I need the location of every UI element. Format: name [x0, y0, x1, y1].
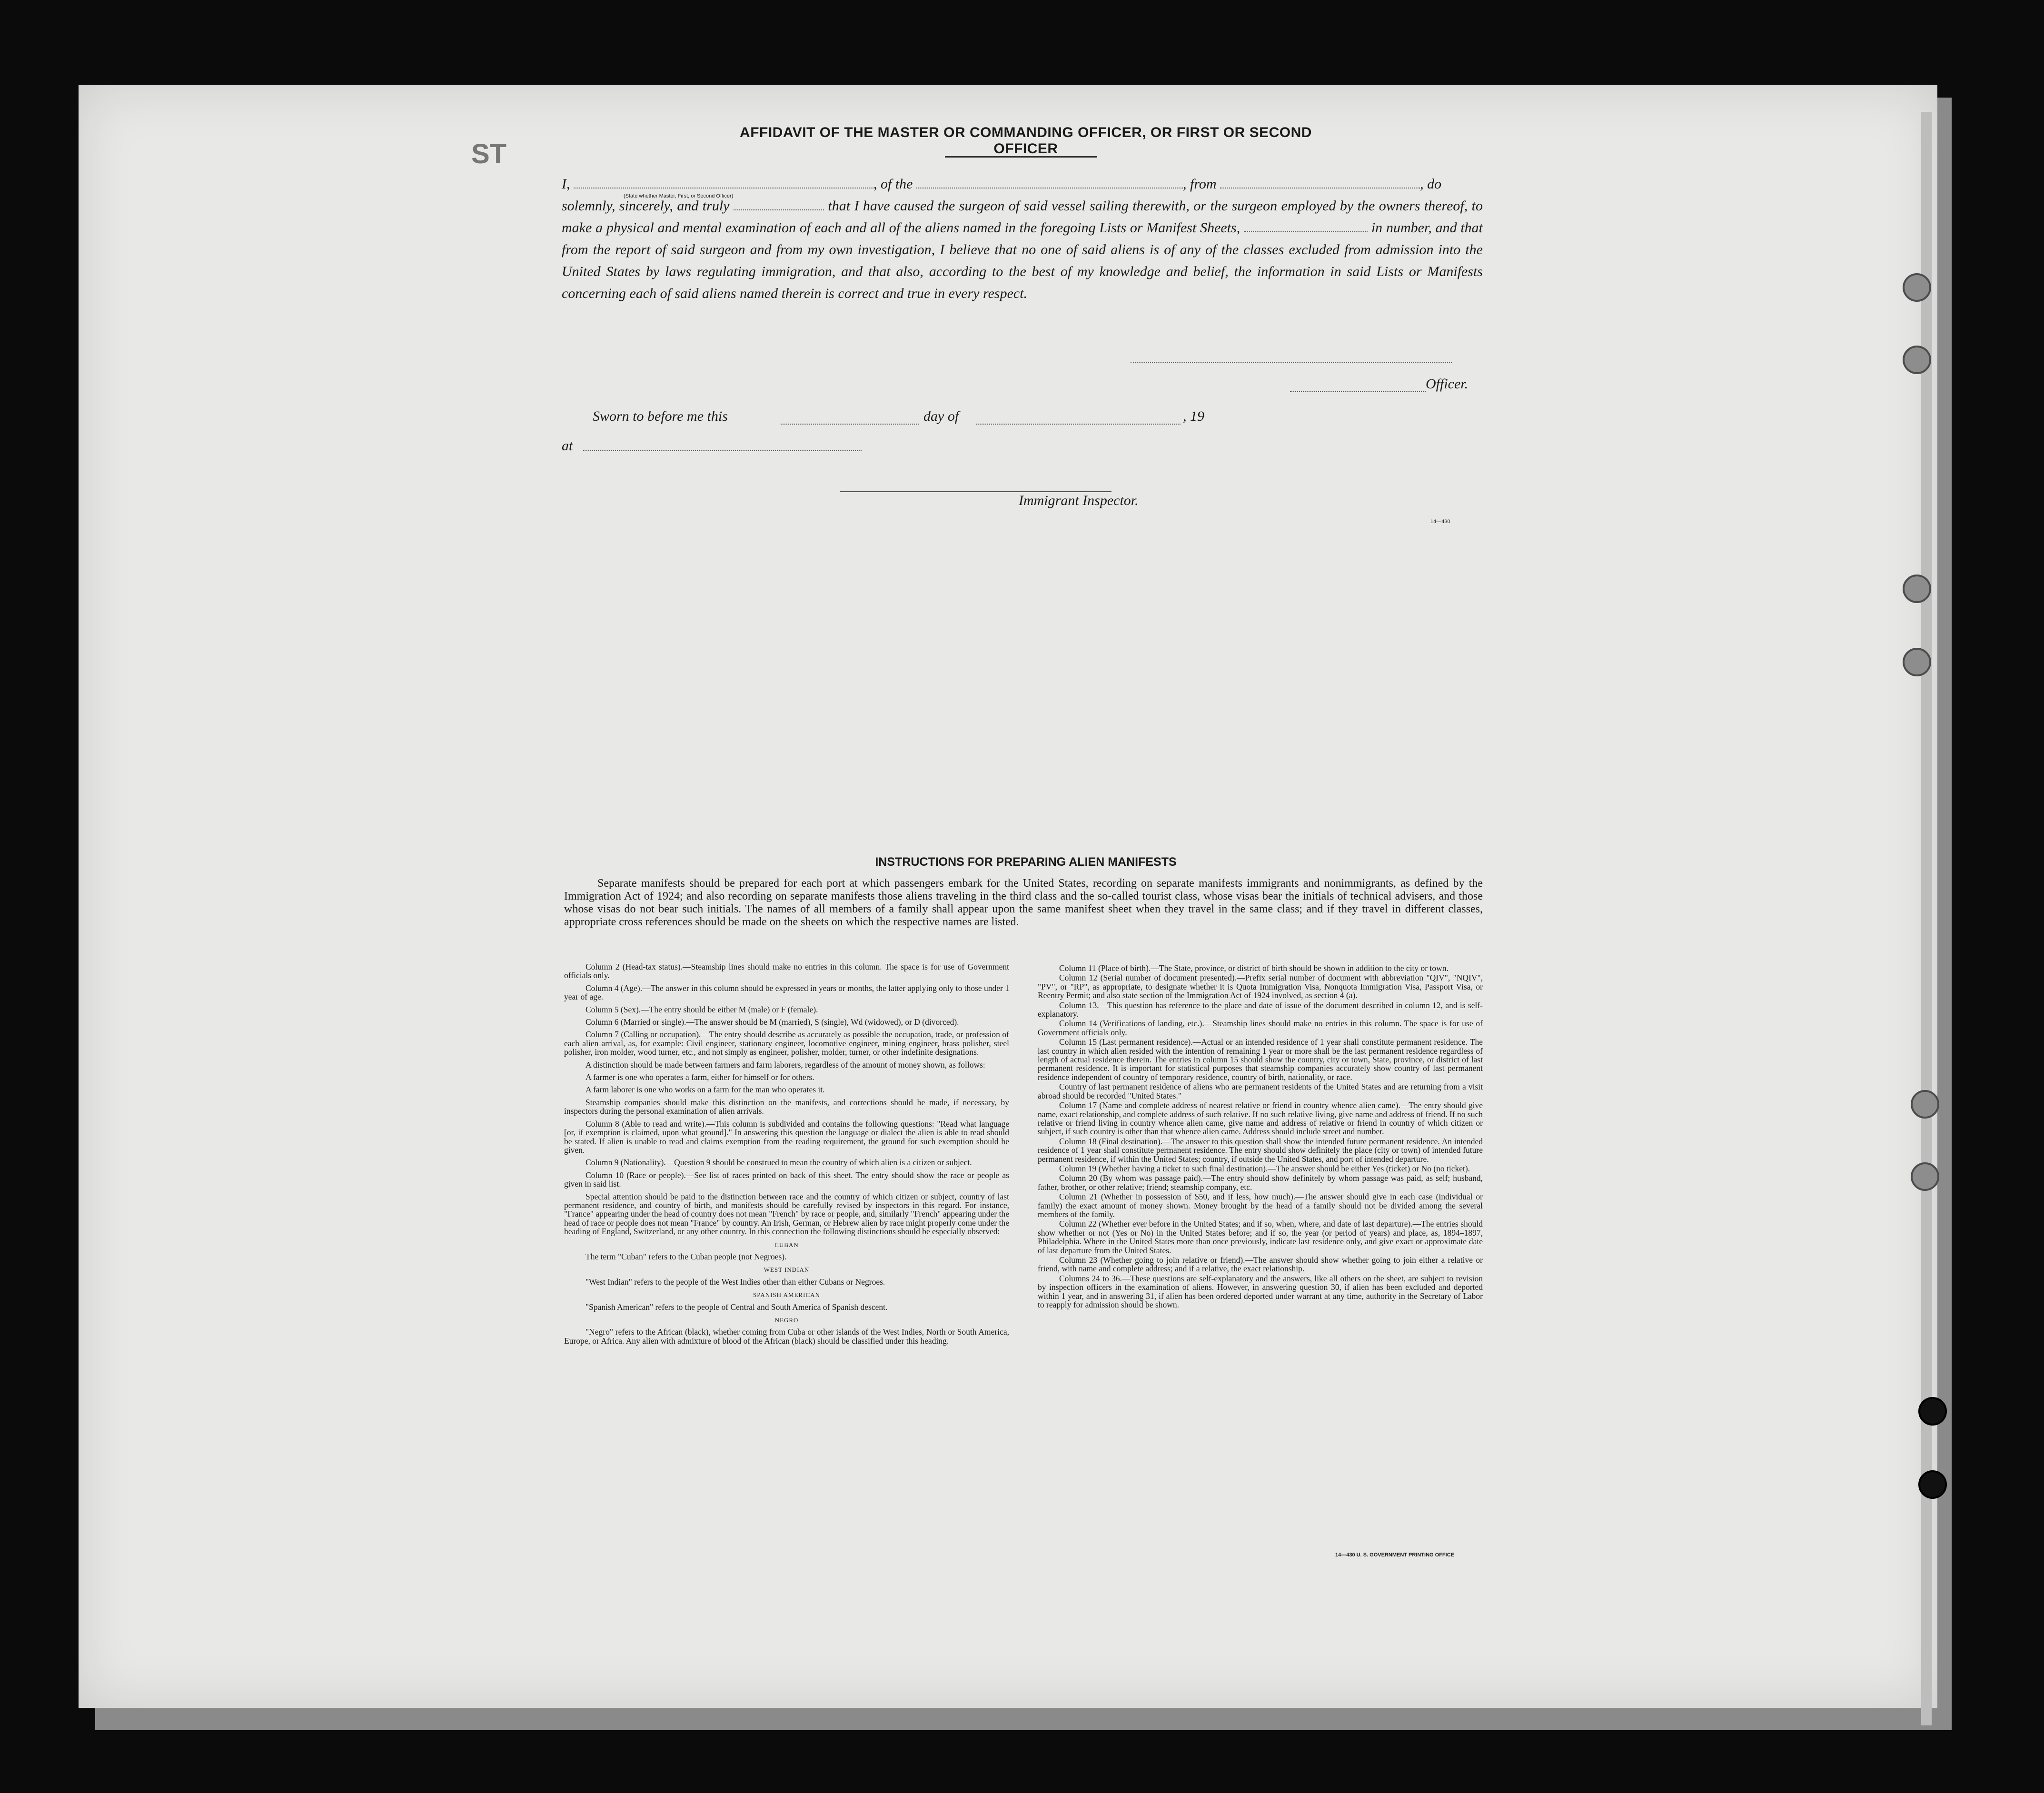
instruction-paragraph: Column 21 (Whether in possession of $50, and if less, how much).—The answer should give in each case (individual or family) the exact amount of money shown. Money brought by the head of a family should not be divided among the several members of the family.	[1038, 1192, 1483, 1219]
instruction-paragraph: Column 13.—This question has reference to the place and date of issue of the document described in column 12, and is self-explanatory.	[1038, 1000, 1483, 1019]
instruction-paragraph: A distinction should be made between farmers and farm laborers, regardless of the amount of money shown, as follows:	[585, 1060, 985, 1070]
title-rule	[945, 156, 1097, 158]
place-line	[583, 450, 862, 451]
instruction-paragraph: Columns 24 to 36.—These questions are self-explanatory and the answers, like all others on the sheet, are subject to revision by inspection officers in the examination of aliens. However, in answering question 30, if alien has been excluded and deported within 1 year, and in answering 31, if alien has been ordered deported under warrant at any time, authority in the Secretary of Labor to reapply for admission should be shown.	[1038, 1273, 1483, 1310]
instruction-paragraph: Column 10 (Race or people).—See list of races printed on back of this sheet. The entry should show the race or people as given in said list.	[564, 1170, 1009, 1189]
instruction-paragraph: Column 18 (Final destination).—The answer to this question shall show the intended future permanent residence. An intended residence of 1 year shall constitute permanent residence. The entry should show definitely the place (city or town) of intended future permanent residence, if within the United States; country, if outside the United States, and port of intended departure.	[1038, 1136, 1483, 1164]
day-of-text: day of	[923, 408, 959, 424]
definition-west-indian: "West Indian" refers to the people of the West Indies other than either Cubans or Negroes.	[585, 1277, 885, 1287]
definition-negro: "Negro" refers to the African (black), whether coming from Cuba or other islands of the West Indies, North or South America, Europe, or Africa. Any alien with admixture of blood of the African (black) should be classified under this heading.	[564, 1327, 1009, 1346]
inspector-signature-line	[840, 491, 1111, 492]
officer-label: Officer.	[1426, 376, 1469, 392]
instruction-paragraph: Column 8 (Able to read and write).—This column is subdivided and contains the following questions: "Read what language [or, if exemption is claimed, upon what ground]." In answering this question the language or dialect the alien is able to read should be stated. If alien is unable to read and claims exemption from the reading requirement, the ground for such exemption should be given.	[564, 1119, 1009, 1155]
instruction-paragraph: Column 12 (Serial number of document presented).—Prefix serial number of document with abbreviation "QIV", "NQIV", "PV", or "RP", as appropriate, to designate whether it is Quota Immigration Visa, Nonquota Immigration Visa, Passport Visa, or Reentry Permit; and also state section of the Immigration Act of 1924 involved, as section 4 (a).	[1038, 973, 1483, 1001]
instruction-paragraph: Column 7 (Calling or occupation).—The entry should describe as accurately as possible the occupation, trade, or profession of each alien arrival, as, for example: Civil engineer, stationary engineer, locomotive engineer, mining engineer, brass polisher, steel polisher, iron molder, wood turner, etc., and not simply as engineer, polisher, molder, turner, or other indefinite designations.	[564, 1030, 1009, 1057]
inspector-label: Immigrant Inspector.	[1019, 493, 1139, 508]
instruction-paragraph: Column 2 (Head-tax status).—Steamship lines should make no entries in this column. The space is for use of Government officials only.	[564, 962, 1009, 981]
punch-hole-icon	[1911, 1090, 1939, 1119]
instruction-paragraph: Column 4 (Age).—The answer in this column should be expressed in years or months, the latter applying only to those under 1 year of age.	[564, 983, 1009, 1002]
instruction-paragraph: Steamship companies should make this distinction on the manifests, and corrections should be made, if necessary, by inspectors during the personal examination of alien arrivals.	[564, 1097, 1009, 1116]
word-i: I,	[562, 176, 570, 192]
vessel-name-blank	[916, 176, 1183, 188]
instruction-paragraph: Column 5 (Sex).—The entry should be either M (male) or F (female).	[585, 1004, 818, 1014]
rank-field-hint: (State whether Master, First, or Second Officer)	[624, 193, 734, 199]
punch-hole-icon	[1911, 1162, 1939, 1191]
sheet-count-blank	[1244, 220, 1368, 232]
heading-spanish-american: SPANISH AMERICAN	[753, 1291, 820, 1299]
word-of-the: , of the	[873, 176, 913, 192]
definition-spanish-american: "Spanish American" refers to the people of Central and South America of Spanish descent.	[585, 1302, 888, 1312]
port-blank	[1220, 176, 1420, 188]
heading-west-indian: WEST INDIAN	[764, 1266, 810, 1274]
punch-hole-icon	[1903, 575, 1931, 603]
instructions-right-column	[1038, 964, 1483, 1310]
instruction-paragraph: Column 19 (Whether having a ticket to such final destination).—The answer should be either Yes (ticket) or No (no ticket).	[1059, 1163, 1470, 1173]
instruction-paragraph: Column 20 (By whom was passage paid).—The entry should show definitely by whom passage was paid, as self; husband, father, brother, or other relative; friend; steamship company, etc.	[1038, 1173, 1483, 1192]
instruction-paragraph: Column 6 (Married or single).—The answer should be M (married), S (single), Wd (widowed), or D (divorced).	[585, 1017, 959, 1027]
instructions-intro: Separate manifests should be prepared for each port at which passengers embark for the United States, recording on separate manifests immigrants and nonimmigrants, as defined by the Immigration Act of 1924; and also recording on separate manifests those aliens traveling in the third class and the so-called tourist class, whose visas bear the initials of technical advisers, and those whose visas do not bear such initials. The names of all members of a family shall appear upon the same manifest sheet when they travel in the same class; and if they travel in different classes, appropriate cross references should be made on the sheets on which the respective names are listed.	[564, 877, 1483, 928]
instructions-left-column	[564, 962, 1009, 1346]
oath-blank	[734, 198, 824, 210]
instruction-paragraph: Column 14 (Verifications of landing, etc.).—Steamship lines should make no entries in this column. The space is for use of Government officials only.	[1038, 1019, 1483, 1037]
affidavit-text-part1: that I have caused the surgeon of said vessel sailing therewith, or the surgeon employed by the owners thereof, to make a physical and mental examination of each and all of the aliens named in the foregoing Lists or Manifest Sheets,	[562, 198, 1483, 236]
instruction-paragraph: Column 15 (Last permanent residence).—Actual or an intended residence of 1 year shall constitute permanent residence. The last country in which alien resided with the intention of remaining 1 year or more shall be the last permanent residence regardless of length of actual residence therein. The entries in column 15 should show the country, city or town, State, province, or district of last permanent residence. It is important for statistical purposes that steamship companies accurately show country of last permanent residence independent of country of temporary residence, country of birth, nationality, or race.	[1038, 1037, 1483, 1082]
sworn-month-line	[976, 424, 1181, 425]
punch-hole-icon	[1918, 1397, 1947, 1426]
instruction-paragraph: Column 22 (Whether ever before in the United States; and if so, when, where, and date of last departure).—The entries should show whether or not (Yes or No) in the United States before; and if so, the year (or period of years) and place, as, 1894–1897, Philadelphia. Where in the United States more than once previously, indicate last residence only, and give exact or approximate date of last departure from the United States.	[1038, 1219, 1483, 1255]
instruction-paragraph: A farmer is one who operates a farm, either for himself or for others.	[585, 1072, 814, 1082]
instructions-title: INSTRUCTIONS FOR PREPARING ALIEN MANIFESTS	[875, 855, 1177, 869]
form-number: 14—430	[1430, 519, 1450, 525]
instruction-paragraph: Column 23 (Whether going to join relative or friend).—The answer should show whether going to join either a relative or friend, with name and complete address; and if a relative, the exact relationship.	[1038, 1255, 1483, 1274]
instruction-paragraph: Column 17 (Name and complete address of nearest relative or friend in country whence alien came).—The entry should give name, exact relationship, and complete address of such relative. If no such relative living, give name and address of friend. If no such relative or friend living in country whence alien came, give name and address of relative or friend in country of which citizen or subject, if such country is other than that whence alien came. Address should include street and number.	[1038, 1100, 1483, 1137]
word-do: , do	[1420, 176, 1442, 192]
printing-office-footer: 14—430 U. S. GOVERNMENT PRINTING OFFICE	[1335, 1552, 1454, 1558]
officer-rank-blank	[574, 176, 873, 188]
year-text: , 19	[1183, 408, 1204, 424]
sworn-day-line	[781, 424, 919, 425]
punch-hole-icon	[1903, 648, 1931, 676]
affidavit-title: AFFIDAVIT OF THE MASTER OR COMMANDING OFFICER, OR FIRST OR SECOND OFFICER	[740, 125, 1312, 157]
heading-cuban: CUBAN	[774, 1241, 799, 1248]
signature-line	[1131, 362, 1452, 363]
punch-hole-icon	[1918, 1470, 1947, 1499]
affidavit-text-part2: in number, and that from the report of said surgeon and from my own investigation, I believe that no one of said aliens is of any of the classes excluded from admission into the United States by laws regulating immigration, and that also, according to the best of my knowledge and belief, the information in said Lists or Manifests concerning each of said aliens named therein is correct and true in every respect.	[562, 220, 1483, 301]
instruction-paragraph: Column 9 (Nationality).—Question 9 should be construed to mean the country of which alien is a citizen or subject.	[585, 1158, 972, 1168]
officer-signature-line	[1290, 391, 1426, 392]
definition-cuban: The term "Cuban" refers to the Cuban people (not Negroes).	[585, 1251, 787, 1261]
instruction-paragraph: Special attention should be paid to the distinction between race and the country of which citizen or subject, country of last permanent residence, and country of birth, and manifests should be carefully revised by inspectors in this regard. For instance, "France" appearing under the head of country does not mean "French" by race or people, and, similarly "French" appearing under the head of race or people does not mean "France" by country. An Irish, German, or Hebrew alien by race might properly come under the heading of England, Switzerland, or any other country. In this connection the following distinctions should be especially observed:	[564, 1191, 1009, 1237]
punch-hole-icon	[1903, 346, 1931, 374]
instruction-paragraph: Column 11 (Place of birth).—The State, province, or district of birth should be shown in addition to the city or town.	[1059, 963, 1449, 973]
heading-negro: NEGRO	[774, 1317, 799, 1324]
margin-mark: ST	[471, 139, 507, 169]
sworn-text: Sworn to before me this	[593, 408, 728, 424]
word-solemnly: solemnly, sincerely, and truly	[562, 198, 730, 214]
word-from: , from	[1183, 176, 1217, 192]
instruction-paragraph: Country of last permanent residence of aliens who are permanent residents of the United States and are returning from a visit abroad should be recorded "United States."	[1038, 1082, 1483, 1100]
at-text: at	[562, 438, 573, 454]
punch-hole-icon	[1903, 273, 1931, 302]
instruction-paragraph: A farm laborer is one who works on a farm for the man who operates it.	[585, 1085, 825, 1095]
